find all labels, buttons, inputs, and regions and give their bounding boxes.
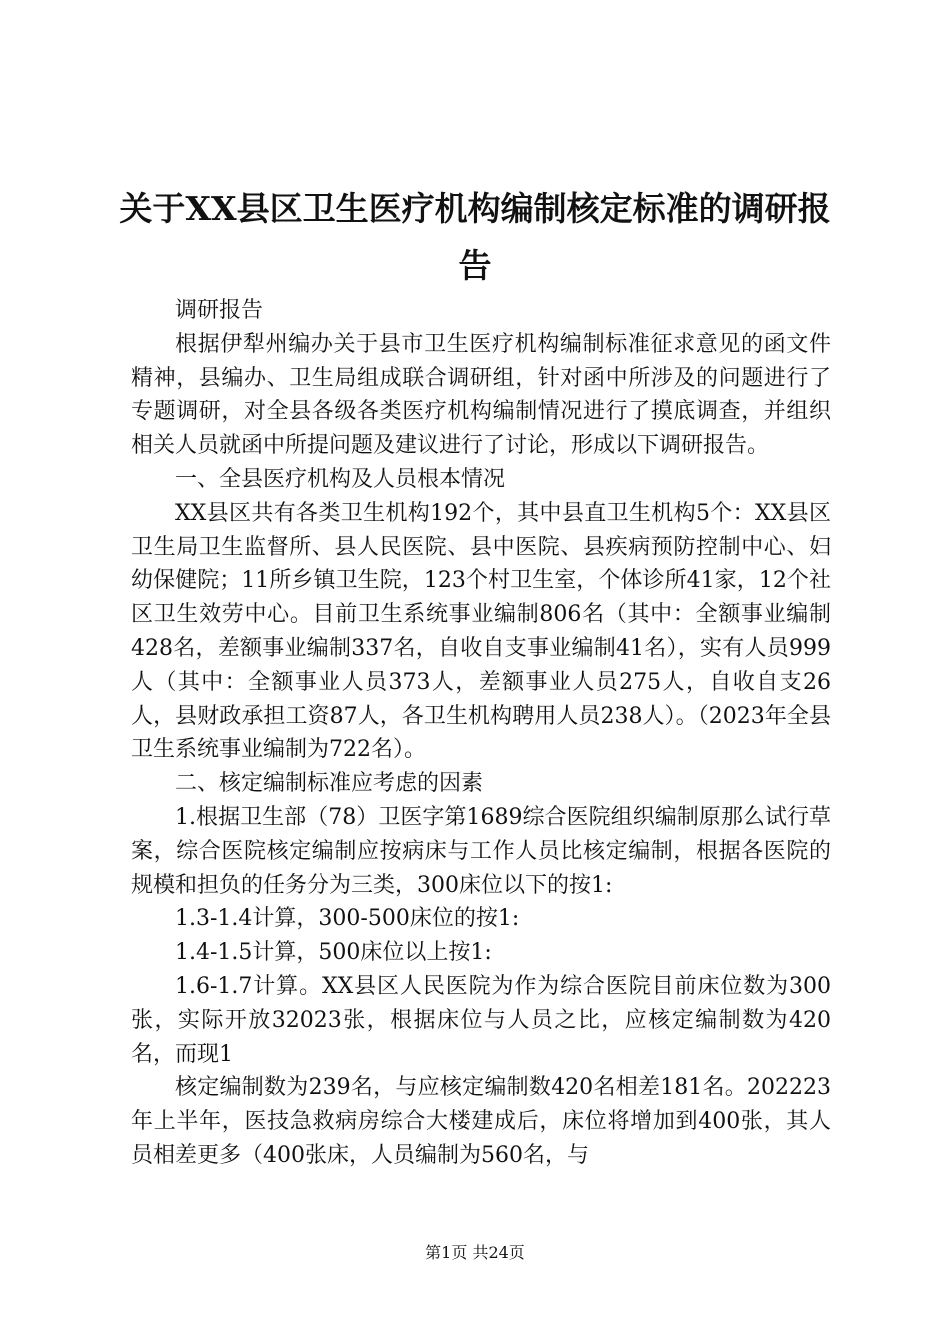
page-footer: 第1页 共24页 bbox=[425, 1243, 525, 1262]
paragraph: 核定编制数为239名，与应核定编制数420名相差181名。202223年上半年，医技急救病房综合大楼建成后，床位将增加到400张，其人员相差更多（400张床，人员编制为560名，与 bbox=[131, 1075, 831, 1168]
section-heading: 一、全县医疗机构及人员根本情况 bbox=[175, 466, 506, 492]
paragraph: 根据伊犁州编办关于县市卫生医疗机构编制标准征求意见的函文件精神，县编办、卫生局组成联合调研组，针对函中所涉及的问题进行了专题调研，对全县各级各类医疗机构编制情况进行了摸底调查，并组织相关人员就函中所提问题及建议进行了讨论，形成以下调研报告。 bbox=[131, 331, 831, 459]
paragraph: 1.4-1.5计算，500床位以上按1: bbox=[175, 940, 492, 966]
paragraph: XX县区共有各类卫生机构192个，其中县直卫生机构5个：XX县区卫生局卫生监督所、县人民医院、县中医院、县疾病预防控制中心、妇幼保健院；11所乡镇卫生院，123个村卫生室，个体诊所41家，12个社区卫生效劳中心。目前卫生系统事业编制806名（其中：全额事业编制428名，差额事业编制337名，自收自支事业编制41名），实有人员999人（其中：全额事业人员373人，差额事业人员275人，自收自支26人，县财政承担工资87人，各卫生机构聘用人员238人）。（2023年全县卫生系统事业编制为722名）。 bbox=[131, 500, 831, 763]
page-title: 关于XX县区卫生医疗机构编制核定标准的调研报告 bbox=[119, 189, 831, 285]
document-body bbox=[131, 294, 831, 1173]
paragraph: 1.根据卫生部（78）卫医字第1689综合医院组织编制原那么试行草案，综合医院核定编制应按病床与工作人员比核定编制，根据各医院的规模和担负的任务分为三类，300床位以下的按1: bbox=[131, 804, 831, 898]
section-heading: 二、核定编制标准应考虑的因素 bbox=[175, 771, 484, 797]
paragraph: 调研报告 bbox=[175, 298, 264, 323]
paragraph: 1.3-1.4计算，300-500床位的按1: bbox=[175, 906, 520, 932]
paragraph: 1.6-1.7计算。XX县区人民医院为作为综合医院目前床位数为300张，实际开放32023张，根据床位与人员之比，应核定编制数为420名，而现1 bbox=[131, 973, 831, 1067]
